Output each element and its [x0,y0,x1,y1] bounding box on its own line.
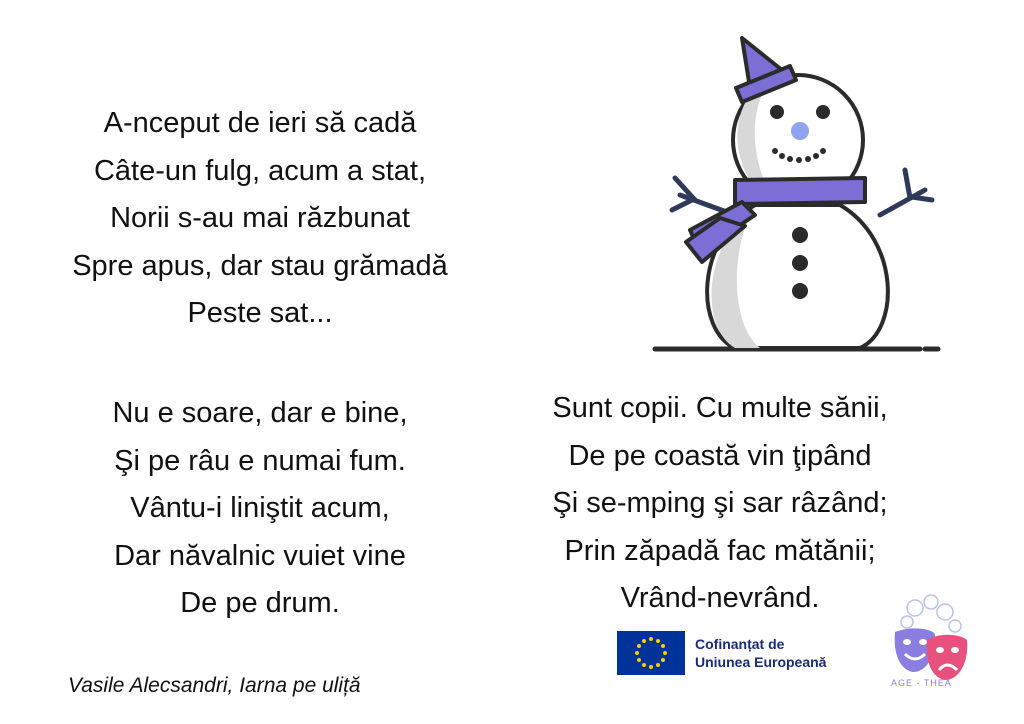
eu-text-line-1: Cofinanțat de [695,636,785,652]
stanza-3 [490,385,950,623]
poem-line: Sunt copii. Cu multe sănii, [552,392,888,424]
poem-line: A-nceput de ieri să cadă [103,107,417,139]
snowman-icon [650,30,950,360]
poem-line: Nu e soare, dar e bine, [112,397,408,429]
poem-line: Prin zăpadă fac mătănii; [564,534,876,567]
eu-cofunding-logo [617,631,826,675]
theatre-masks-logo [885,590,975,690]
poem-attribution: Vasile Alecsandri, Iarna pe uliță [68,674,361,697]
poem-line: Şi pe râu e numai fum. [114,444,406,477]
poem-line: Spre apus, dar stau grămadă [72,249,448,282]
poem-line: Câte-un fulg, acum a stat, [93,154,427,187]
poem-line: Vrând-nevrând. [620,582,820,614]
poem-line: Şi se-mping şi sar râzând; [552,487,888,519]
stanza-1 [30,100,490,338]
poem-line: Dar năvalnic vuiet vine [114,539,406,572]
poem-line: De pe coastă vin ţipând [568,439,872,472]
agethea-label: AGE - THEA [891,678,952,688]
poem-line: Peste sat... [187,297,333,329]
poem-line: Norii s-au mai răzbunat [110,202,410,234]
eu-flag-icon [617,631,685,675]
eu-text-line-2: Uniunea Europeană [695,654,827,670]
poem-line: Vântu-i liniştit acum, [130,492,390,524]
eu-cofunding-text [695,635,826,671]
poem-line: De pe drum. [180,587,340,619]
stanza-2 [30,390,490,628]
